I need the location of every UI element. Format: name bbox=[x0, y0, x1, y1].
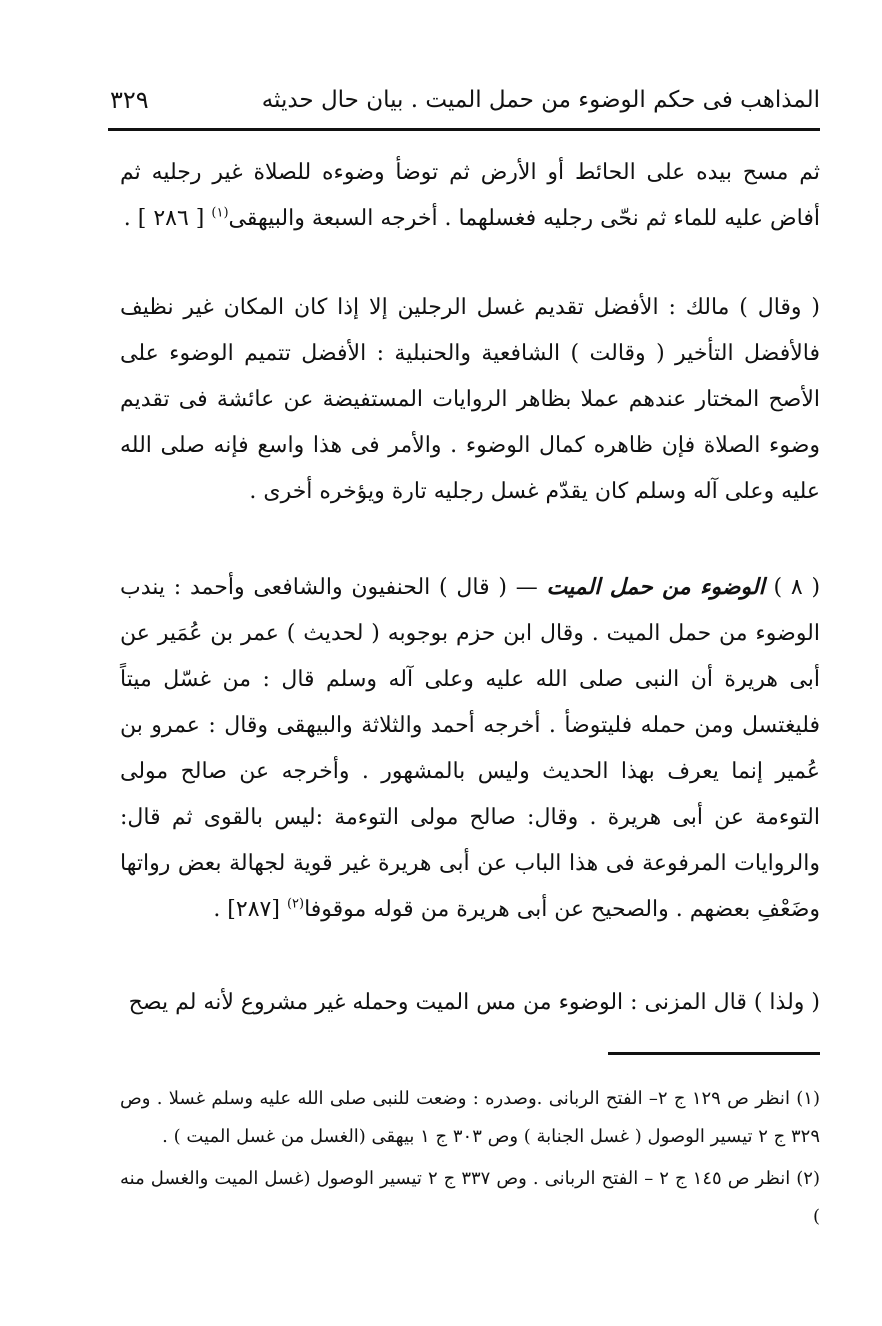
footnote-ref-2: (٢) bbox=[286, 896, 305, 912]
paragraph-4-text: ( ولذا ) قال المزنى : الوضوء من مس الميت وحمله غير مشروع لأنه لم يصح bbox=[128, 990, 820, 1015]
section-number: ( ٨ ) bbox=[773, 575, 821, 600]
footnote-rule bbox=[608, 1052, 820, 1055]
paragraph-2-text: ( وقال ) مالك : الأفضل تقديم غسل الرجلين إلا إذا كان المكان غير نظيف فالأفضل التأخير ( وقالت ) الشافعية والحنبلية : الأفضل تتميم الوضوء على الأصح المختار عندهم عملا بظاهر الروايات المستفيضة عن عائشة فى تقديم وضوء الصلاة فإن ظاهره كمال الوضوء . والأمر فى هذا واسع فإنه صلى الله عليه وعلى آله وسلم كان يقدّم غسل رجليه تارة ويؤخره أخرى . bbox=[120, 295, 820, 504]
reference-number-286: [ ٢٨٦ ] . bbox=[123, 206, 205, 231]
footnotes bbox=[120, 1080, 820, 1236]
footnote-2: (٢) انظر ص ١٤٥ ج ٢ – الفتح الربانى . وص ٣٣٧ ج ٢ تيسير الوصول (غسل الميت والغسل منه ) bbox=[120, 1168, 820, 1227]
running-header bbox=[110, 78, 820, 122]
footnote-ref-1: (١) bbox=[211, 205, 229, 221]
page-number: ٣٢٩ bbox=[110, 86, 149, 114]
section-title: الوضوء من حمل الميت bbox=[546, 574, 765, 600]
paragraph-1 bbox=[120, 150, 820, 242]
reference-number-287: [٢٨٧] . bbox=[213, 897, 280, 922]
paragraph-1-text: ثم مسح بيده على الحائط أو الأرض ثم توضأ وضوءه للصلاة غير رجليه ثم أفاض عليه للماء ثم نحّى رجليه فغسلهما . أخرجه السبعة والبيهقى bbox=[120, 160, 820, 231]
header-rule bbox=[108, 128, 820, 131]
paragraph-3-text: — ( قال ) الحنفيون والشافعى وأحمد : يندب الوضوء من حمل الميت . وقال ابن حزم بوجوبه ( لحديث ) عمر بن عُمَير عن أبى هريرة أن النبى صلى الله عليه وعلى آله وسلم قال : من غسّل ميتاً فليغتسل ومن حمله فليتوضأ . أخرجه أحمد والثلاثة والبيهقى وقال : عمرو بن عُمير إنما يعرف بهذا الحديث وليس بالمشهور . وأخرجه عن صالح مولى التوءمة عن أبى هريرة . وقال: صالح مولى التوءمة :ليس بالقوى ثم قال: والروايات المرفوعة فى هذا الباب عن أبى هريرة غير قوية لجهالة بعض رواتها وضَعْفِ بعضهم . والصحيح عن أبى هريرة من قوله موقوفا bbox=[120, 575, 820, 922]
paragraph-3 bbox=[120, 564, 820, 933]
footnote-1: (١) انظر ص ١٢٩ ج ٢– الفتح الربانى .وصدره : وضعت للنبى صلى الله عليه وسلم غسلا . وص ٣٢٩ ج ٢ تيسير الوصول ( غسل الجنابة ) وص ٣٠٣ ج ١ بيهقى (الغسل من غسل الميت ) . bbox=[120, 1088, 820, 1147]
paragraph-2 bbox=[120, 285, 820, 515]
header-title: المذاهب فى حكم الوضوء من حمل الميت . بيان حال حديثه bbox=[261, 87, 820, 113]
paragraph-4 bbox=[120, 980, 820, 1026]
